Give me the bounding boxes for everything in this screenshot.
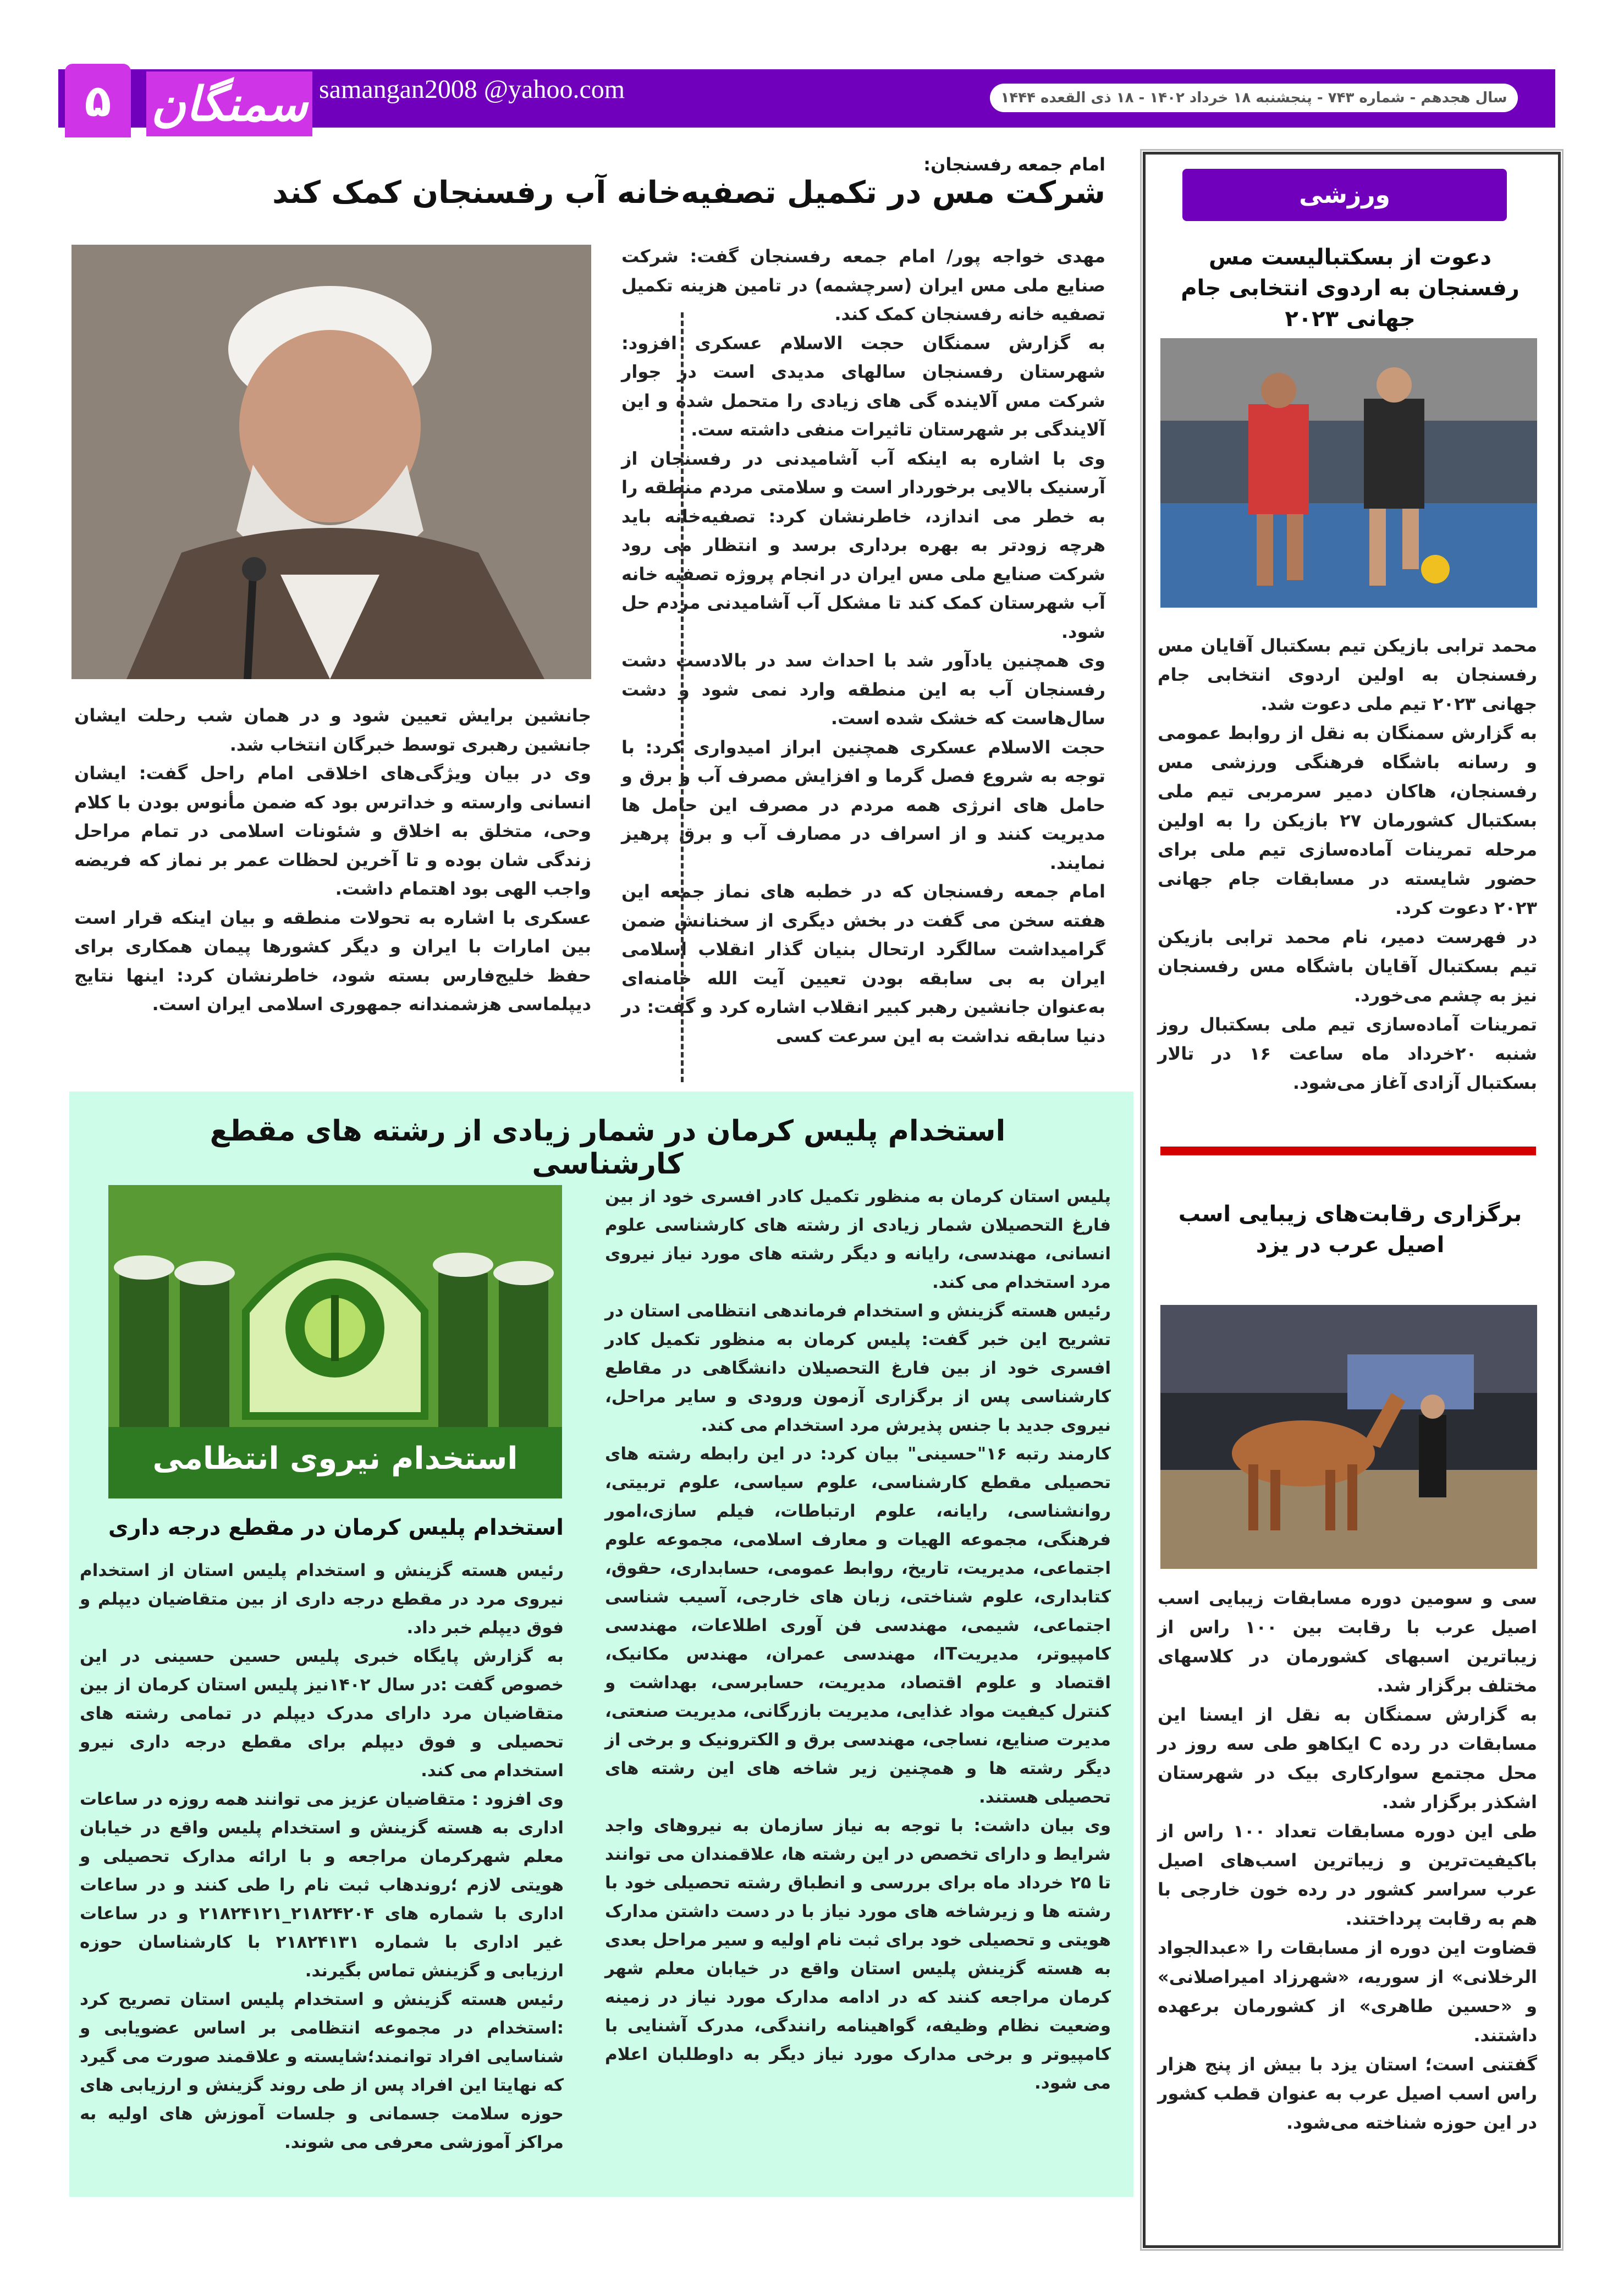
paragraph: مهدی خواجه پور/ امام جمعه رفسنجان گفت: شرکت صنایع ملی مس ایران (سرچشمه) در تامین هزینه تکمیل تصفیه خانه رفسنجان کمک کند.	[621, 246, 1105, 324]
section-divider	[1160, 1147, 1536, 1155]
paragraph: پلیس استان کرمان به منظور تکمیل کادر افسری خود از بین فارغ التحصیلان شمار زیادی از رشته های کارشناسی علوم انسانی، مهندسی، رایانه و دیگر رشته های مورد نیاز نیروی مرد استخدام می کند.	[605, 1187, 1111, 1292]
paragraph: وی همچنین یادآور شد با احداث سد در بالادست دشت رفسنجان آب به این منطقه وارد نمی شود و دشت سال‌هاست که خشک شده است.	[621, 650, 1105, 729]
paragraph: وی افزود : متقاضیان عزیز می توانند همه روزه در ساعات اداری به هسته گزینش و استخدام پلیس واقع در خیابان معلم شهرکرمان مراجعه و با ارائه مدارک تحصیلی و هویتی لازم ؛روندهاب ثبت نام را طی کنند و در ساعات اداری با شماره های ۲۱۸۲۴۲۰۴_۲۱۸۲۴۱۲۱ و در ساعات غیر اداری با شماره ۲۱۸۲۴۱۳۱ با کارشناسان حوزه ارزیابی و گزینش تماس بگیرند.	[80, 1789, 564, 1981]
paragraph: گفتنی است؛ استان یزد با بیش از پنج هزار راس اسب اصیل عرب به عنوان قطب کشور در این حوزه شناخته می‌شود.	[1158, 2054, 1537, 2133]
paragraph: سی و سومین دوره مسابقات زیبایی اسب اصیل عرب با رقابت بین ۱۰۰ راس از زیباترین اسبهای کشورمان در کلاسهای مختلف برگزار شد.	[1158, 1588, 1538, 1696]
basketball-illustration	[1160, 338, 1537, 608]
basketball-article-text	[1158, 631, 1537, 1098]
issue-info-pill: سال هجدهم - شماره ۷۴۳ - پنجشنبه ۱۸ خرداد ۱۴۰۲ - ۱۸ ذی القعده ۱۴۴۴	[990, 84, 1518, 112]
paragraph: رئیس هسته گزینش و استخدام پلیس استان از استخدام نیروی مرد در مقطع درجه داری از بین متقاضیان دیپلم و فوق دیپلم خبر داد.	[80, 1561, 564, 1638]
police-article-headline: استخدام پلیس کرمان در شمار زیادی از رشته های مقطع کارشناسی	[210, 1115, 1006, 1181]
paragraph: محمد ترابی بازیکن تیم بسکتبال آقایان مس رفسنجان به اولین اردوی انتخابی جام جهانی ۲۰۲۳ تیم ملی دعوت شد.	[1158, 635, 1537, 714]
paragraph: امام جمعه رفسنجان که در خطبه های نماز جمعه این هفته سخن می گفت در بخش دیگری از سخنانش ضمن گرامیداشت سالگرد ارتحال بنیان گذار انقلاب اسلامی ایران به بی سابقه بودن تعیین آیت الله خامنه‌ای به‌عنوان جانشین رهبر کبیر انقلاب اشاره کرد و گفت: در دنیا سابقه نداشت به این سرعت کسی	[621, 881, 1105, 1046]
paragraph: به گزارش سمنگان به نقل از ایسنا این مسابقات در رده C ایکاهو طی سه روز در محل مجتمع سوارکاری بیک در شهرستان اشکذر برگزار شد.	[1158, 1704, 1537, 1812]
paragraph: وی بیان داشت: با توجه به نیاز سازمان به نیروهای واجد شرایط و دارای تخصص در این رشته ها، علاقمندان می توانند تا ۲۵ خرداد ماه برای بررسی و انطباق رشته تحصیلی خود با رشته ها و زیرشاخه های مورد نیاز با در دست داشتن مدارک هویتی و تحصیلی خود برای ثبت نام اولیه و سیر مراحل بعدی به هسته گزینش پلیس استان واقع در خیابان معلم شهر کرمان مراجعه کنند که در ادامه مدارک مورد نیاز در زمینه وضعیت نظام وظیفه، گواهینامه رانندگی، مدرک آشنایی با کامپیوتر و برخی مدارک مورد نیاز دیگر به داوطلبان اعلام می شود.	[605, 1816, 1111, 2093]
paragraph: وی با اشاره به اینکه آب آشامیدنی در رفسنجان از آرسنیک بالایی برخوردار است و سلامتی مردم منطقه را به خطر می اندازد، خاطرنشان کرد: تصفیه‌خانه باید هرچه زودتر به بهره برداری برسد و انتظار می رود شرکت صنایع ملی مس ایران در انجام پروژه تصفیه خانه آب شهرستان کمک کند تا مشکل آب آشامیدنی مردم حل شود.	[621, 448, 1105, 642]
horse-illustration	[1160, 1305, 1537, 1569]
paragraph: در فهرست دمیر، نام محمد ترابی بازیکن تیم بسکتبال آقایان باشگاه مس رفسنجان نیز به چشم می‌خورد.	[1158, 927, 1537, 1006]
article-kicker: امام جمعه رفسنجان:	[923, 154, 1105, 175]
newspaper-logo: سمنگان	[146, 71, 312, 136]
article-headline: شرکت مس در تکمیل تصفیه‌خانه آب رفسنجان کمک کند	[272, 175, 1105, 211]
imam-article-left-column	[74, 701, 591, 1019]
police-article-left-column	[80, 1556, 564, 2157]
horse-headline: برگزاری رقابت‌های زیبایی اسب اصیل عرب در یزد	[1178, 1202, 1522, 1258]
horse-show-photo	[1160, 1305, 1537, 1569]
horse-article-text	[1158, 1584, 1537, 2137]
portrait-illustration	[71, 245, 591, 679]
police-article-subhead: استخدام پلیس کرمان در مقطع درجه داری	[108, 1515, 564, 1540]
paragraph: به گزارش سمنگان حجت الاسلام عسکری افزود: شهرستان رفسنجان سالهای مدیدی است در جوار شرکت مس آلاینده گی های زیادی را متحمل شده و این آلایندگی بر شهرستان تاثیرات منفی داشته ست.	[621, 332, 1105, 440]
contact-email: samangan2008 @yahoo.com	[319, 75, 625, 104]
cleric-portrait-photo	[71, 245, 591, 679]
paragraph: حجت الاسلام عسکری همچنین ابراز امیدواری کرد: با توجه به شروع فصل گرما و افزایش مصرف آب و برق و حامل های انرژی همه مردم در مصرف این حامل ها مدیریت کنند و از اسراف در مصارف آب و برق پرهیز نمایند.	[621, 736, 1105, 873]
paragraph: رئیس هسته گزینش و استخدام پلیس استان تصریح کرد :استخدام در مجموعه انتظامی بر اساس عضویابی و شناسایی افراد توانمند؛شایسته و علاقمند صورت می گیرد که نهایتا این افراد پس از طی روند گزینش و ارزیابی های حوزه سلامت جسمانی و جلسات آموزش های اولیه به مراکز آموزشی معرفی می شوند.	[80, 1990, 564, 2152]
police-article-right-column	[605, 1182, 1111, 2097]
paragraph: طی این دوره مسابقات تعداد ۱۰۰ راس از باکیفیت‌ترین و زیباترین اسب‌های اصیل عرب سراسر کشور در رده خون خارجی با هم به رقابت پرداختند.	[1158, 1821, 1538, 1929]
paragraph: عسکری با اشاره به تحولات منطقه و بیان اینکه قرار است بین امارات با ایران و دیگر کشورها پیمان همکاری برای حفظ خلیج‌فارس بسته شود، خاطرنشان کرد: اینها نتایج دیپلماسی هزشمندانه جمهوری اسلامی ایران است.	[74, 907, 591, 1015]
paragraph: تمرینات آماده‌سازی تیم ملی بسکتبال روز شنبه ۲۰خرداد ماه ساعت ۱۶ در تالار بسکتبال آزادی آغاز می‌شود.	[1158, 1014, 1538, 1093]
paragraph: به گزارش پایگاه خبری پلیس حسین حسینی در این خصوص گفت :در سال ۱۴۰۲نیز پلیس استان کرمان از بین متقاضیان مرد دارای مدرک دیپلم در تمامی رشته های تحصیلی و فوق دیپلم برای مقطع درجه داری نیرو استخدام می کند.	[80, 1646, 564, 1781]
image-caption: استخدام نیروی انتظامی	[152, 1441, 518, 1476]
basketball-headline: دعوت از بسکتبالیست مس رفسنجان به اردوی انتخابی جام جهانی ۲۰۲۳	[1181, 245, 1520, 332]
paragraph: به گزارش سمنگان به نقل از روابط عمومی و رسانه باشگاه فرهنگی ورزشی مس رفسنجان، هاکان دمیر سرمربی تیم ملی بسکتبال کشورمان ۲۷ بازیکن را به اولین مرحله تمرینات آماده‌سازی تیم ملی برای حضور شایسته در مسابقات جام جهانی ۲۰۲۳ دعوت کرد.	[1158, 723, 1537, 918]
page-number: ۵	[65, 64, 131, 137]
paragraph: رئیس هسته گزینش و استخدام فرماندهی انتظامی استان در تشریح این خبر گفت: پلیس کرمان به منظور تکمیل کادر افسری خود از بین فارغ التحصیلان دانشگاهی در مقاطع کارشناسی پس از برگزاری آزمون ورودی و سایر مراحل، نیروی جدید با جنس پذیرش مرد استخدام می کند.	[605, 1301, 1111, 1435]
basketball-photo	[1160, 338, 1537, 608]
police-recruitment-image	[108, 1185, 562, 1498]
imam-article-right-column	[621, 242, 1105, 1050]
paragraph: قضاوت این دوره از مسابقات را «عبدالجواد الرخلانی» از سوریه، «شهرزاد امیراصلانی» و «حسین طاهری» از کشورمان برعهده داشتند.	[1158, 1937, 1537, 2046]
paragraph: کارمند رتبه ۱۶"حسینی" بیان کرد: در این رابطه رشته های تحصیلی مقطع کارشناسی، علوم سیاسی، علوم تربیتی، روانشناسی، رایانه، علوم ارتباطات، فیلم سازی،امور فرهنگی، مجموعه الهیات و معارف اسلامی، مجموعه علوم اجتماعی، مدیریت، تاریخ، روابط عمومی، حسابداری، حقوق، کتابداری، علوم شناختی، زبان های خارجی، آسیب شناسی اجتماعی، شیمی، مهندسی فن آوری اطلاعات، مهندسی کامپیوتر، مدیریتIT، مهندسی عمران، مهندس مکانیک، اقتصاد و علوم اقتصاد، مدیریت، حسابرسی، بهداشت و کنترل کیفیت مواد غذایی، مدیریت بازرگانی، مدیریت صنعتی، مدیرت صنایع، نساجی، مهندسی برق و الکترونیک و برخی از دیگر رشته ها و همچنین زیر شاخه های این رشته های تحصیلی هستند.	[605, 1444, 1111, 1807]
section-label-sports: ورزشی	[1182, 169, 1507, 221]
paragraph: وی در بیان ویژگی‌های اخلاقی امام راحل گفت: ایشان انسانی وارسته و خداترس بود که ضمن مأنوس بودن با کلام وحی، متخلق به اخلاق و شئونات اسلامی در تمام مراحل زندگی شان بوده و تا آخرین لحظات عمر بر نماز که فریضه واجب الهی بود اهتمام داشت.	[74, 763, 591, 899]
paragraph: جانشین برایش تعیین شود و در همان شب رحلت ایشان جانشین رهبری توسط خبرگان انتخاب شد.	[74, 705, 591, 755]
column-divider	[681, 312, 684, 1082]
